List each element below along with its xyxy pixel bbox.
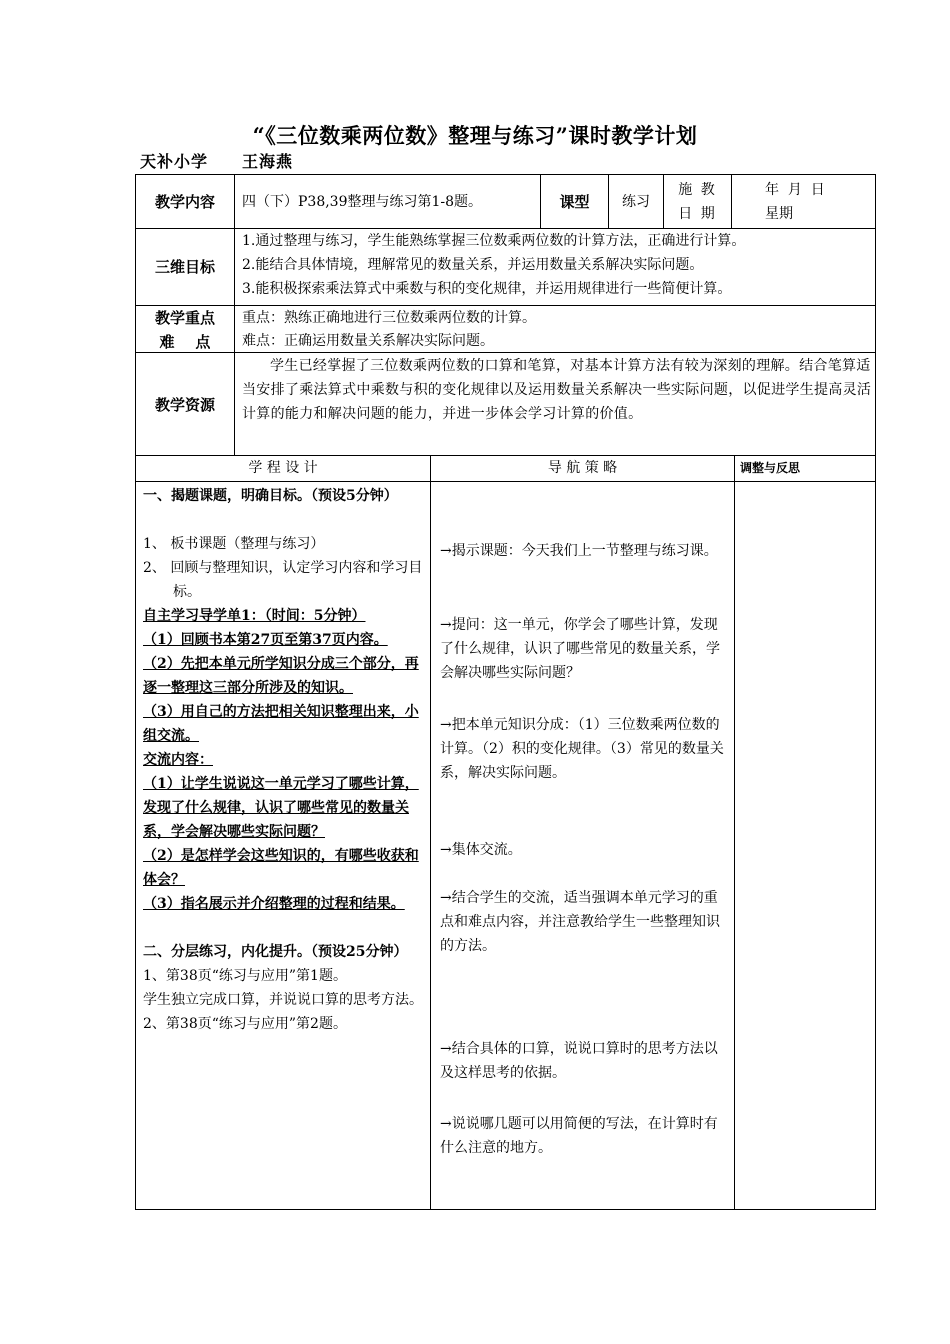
label-key-point: 教学重点 <box>154 309 215 327</box>
goal-item: 2.能结合具体情境，理解常见的数量关系，并运用数量关系解决实际问题。 <box>242 257 704 273</box>
list-item-detail: 学生独立完成口算，并说说口算的思考方法。 <box>143 992 423 1008</box>
date-value: 年 月 日 <box>765 182 825 198</box>
strategy-s7: →说说哪几题可以用简便的写法，在计算时有什么注意的地方。 <box>440 1116 718 1156</box>
strategy-s2: →提问：这一单元，你学会了哪些计算，发现了什么规律，认识了哪些常见的数量关系，学会解决哪些实际问题？ <box>440 617 720 681</box>
lesson-type-value: 练习 <box>622 194 650 210</box>
header-design: 学 程 设 计 <box>248 460 318 476</box>
page-title: “《三位数乘两位数》整理与练习”课时教学计划 <box>252 123 698 148</box>
guide-title: 自主学习导学单1：（时间：5分钟） <box>143 608 366 624</box>
weekday-value: 星期 <box>765 206 793 222</box>
label-goals: 三维目标 <box>154 258 215 276</box>
goals-list <box>242 229 874 301</box>
author-line <box>140 149 293 172</box>
teaching-content-value: 四（下）P38,39整理与练习第1-8题。 <box>242 194 483 210</box>
design-column <box>143 484 425 1036</box>
strategy-s3: →把本单元知识分成：（1）三位数乘两位数的计算。（2）积的变化规律。（3）常见的数量关系，解决实际问题。 <box>440 717 724 781</box>
exchange-item: （2）是怎样学会这些知识的，有哪些收获和体会？ <box>143 848 419 888</box>
goal-item: 1.通过整理与练习，学生能熟练掌握三位数乘两位数的计算方法，正确进行计算。 <box>242 233 746 249</box>
strategy-s4: →集体交流。 <box>440 842 522 858</box>
list-item: 2、第38页“练习与应用”第2题。 <box>143 1016 347 1032</box>
key-point-text: 重点：熟练正确地进行三位数乘两位数的计算。 <box>242 310 536 326</box>
strategy-s5: →结合学生的交流，适当强调本单元学习的重点和难点内容，并注意教给学生一些整理知识的方法。 <box>440 890 720 954</box>
label-teaching-content: 教学内容 <box>154 193 215 211</box>
goal-item: 3.能积极探索乘法算式中乘数与积的变化规律，并运用规律进行一些简便计算。 <box>242 281 732 297</box>
exchange-item: （1）让学生说说这一单元学习了哪些计算，发现了什么规律，认识了哪些常见的数量关系，学会解决哪些实际问题？ <box>143 776 419 840</box>
label-lesson-type: 课型 <box>559 193 590 211</box>
exchange-title: 交流内容： <box>143 752 213 768</box>
header-strategy: 导 航 策 略 <box>547 460 618 476</box>
label-date-2: 日 期 <box>678 206 717 222</box>
difficulty-text: 难点：正确运用数量关系解决实际问题。 <box>242 333 494 349</box>
label-date-1: 施 教 <box>678 182 717 198</box>
teacher-name: 王海燕 <box>242 152 294 171</box>
header-reflection: 调整与反思 <box>740 461 801 475</box>
list-item: 1、第38页“练习与应用”第1题。 <box>143 968 347 984</box>
resources-text: 学生已经掌握了三位数乘两位数的口算和笔算，对基本计算方法有较为深刻的理解。结合笔算适当安排了乘法算式中乘数与积的变化规律以及运用数量关系解决一些实际问题，以促进学生提高灵活计算的能力和解决问题的能力，并进一步体会学习计算的价值。 <box>242 358 872 422</box>
section-2-title: 二、分层练习，内化提升。（预设25分钟） <box>143 944 408 960</box>
strategy-s1: →揭示课题：今天我们上一节整理与练习课。 <box>440 543 718 559</box>
guide-item: （3）用自己的方法把相关知识整理出来，小组交流。 <box>143 704 419 744</box>
exchange-item: （3）指名展示并介绍整理的过程和结果。 <box>143 896 405 912</box>
guide-item: （2）先把本单元所学知识分成三个部分，再逐一整理这三部分所涉及的知识。 <box>143 656 419 696</box>
section-1-title: 一、揭题课题，明确目标。（预设5分钟） <box>143 488 398 504</box>
label-difficulty: 难 点 <box>159 333 211 351</box>
list-item: 1、 板书课题（整理与练习） <box>143 536 325 552</box>
label-resources: 教学资源 <box>154 396 215 414</box>
school-name: 天补小学 <box>140 152 209 171</box>
list-item: 2、 回顾与整理知识，认定学习内容和学习目标。 <box>143 560 423 600</box>
guide-item: （1）回顾书本第27页至第37页内容。 <box>143 632 388 648</box>
strategy-s6: →结合具体的口算，说说口算时的思考方法以及这样思考的依据。 <box>440 1041 718 1081</box>
